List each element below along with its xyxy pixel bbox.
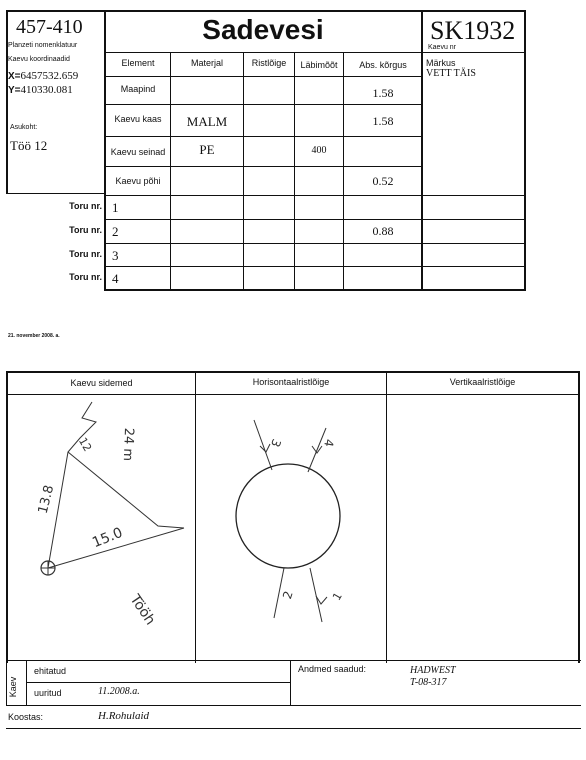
dist-24-label: 24 m [119,427,136,462]
pipe-elevation-value: 0.88 [372,224,394,238]
dist-15-0-label: 15.0 [90,524,126,552]
row-element-label: Kaevu kaas [114,114,162,124]
street-note: Tööh [126,591,159,629]
well-label: Kaev [8,676,18,698]
col-header-remark: Märkus [426,58,456,68]
dist-13-8-label: 13.8 [35,483,58,516]
pipe-number: 4 [112,271,119,286]
col-header-element: Element [121,58,155,68]
col-header-material: Materjal [190,58,223,68]
row-diameter-value: 400 [311,145,327,156]
dist-12-label: 12 [75,435,95,454]
horizontal-section-sketch [196,396,386,662]
coords-label: Kaevu koordinaadid [8,56,70,63]
row-elevation-value: 1.58 [372,86,394,100]
page-title: Sadevesi [202,14,324,45]
pipe-2-label: 2 [279,589,296,601]
col-header-elevation: Abs. kõrgus [359,60,407,70]
coord-x: X=6457532.659 [8,70,79,82]
well-id-label: Kaevu nr [428,44,457,51]
data-source-label: Andmed saadud: [298,664,367,674]
pipe-4-label: 4 [321,438,337,448]
well-id: SK1932 [430,16,516,45]
footer [0,660,586,740]
row-element-label: Maapind [120,84,156,94]
surveyed-value: 11.2008.a. [98,686,140,697]
pipe-label: Toru nr. [69,225,102,235]
map-sheet-label: Planzeti nomenklatuur [8,42,78,49]
top-form [0,0,586,300]
remark-value: VETT TÄIS [426,68,476,79]
surveyed-label: uuritud [34,688,62,698]
col-header-diameter: Läbimõõt [300,60,338,70]
pipe-number: 1 [112,200,119,215]
col-horizontal-header: Horisontaalristlõige [252,377,330,387]
coord-y: Y=410330.081 [8,84,73,96]
row-material-value: MALM [186,114,228,129]
pipe-1-label: 1 [330,590,345,603]
location-label: Asukoht: [10,124,38,131]
row-element-label: Kaevu põhi [115,176,161,186]
author-value: H.Rohulaid [98,710,150,722]
sketch-section [0,368,586,668]
pipe-number: 3 [112,248,119,263]
pipe-label: Toru nr. [69,249,102,259]
pipe-label: Toru nr. [69,201,102,211]
row-element-label: Kaevu seinad [110,147,166,157]
built-label: ehitatud [34,666,67,676]
well-circle [236,464,340,568]
map-sheet-number: 457-410 [16,16,83,38]
date-note: 21. november 2008. a. [8,333,60,339]
row-elevation-value: 0.52 [372,174,394,188]
data-source-code: T-08-317 [410,677,447,688]
pipe-number: 2 [112,224,119,239]
pipe-label: Toru nr. [69,272,102,282]
col-vertical-header: Vertikaalristlõige [449,377,516,387]
data-source-value: HADWEST [410,665,456,676]
row-elevation-value: 1.58 [372,114,394,128]
pipe-3-label: 3 [267,437,284,449]
col-ties-header: Kaevu sidemed [70,378,133,388]
row-material-value: PE [199,142,215,157]
ties-sketch [8,396,194,662]
author-label: Koostas: [8,712,44,722]
col-header-section: Ristlõige [251,58,287,68]
location-value: Töö 12 [10,138,48,153]
